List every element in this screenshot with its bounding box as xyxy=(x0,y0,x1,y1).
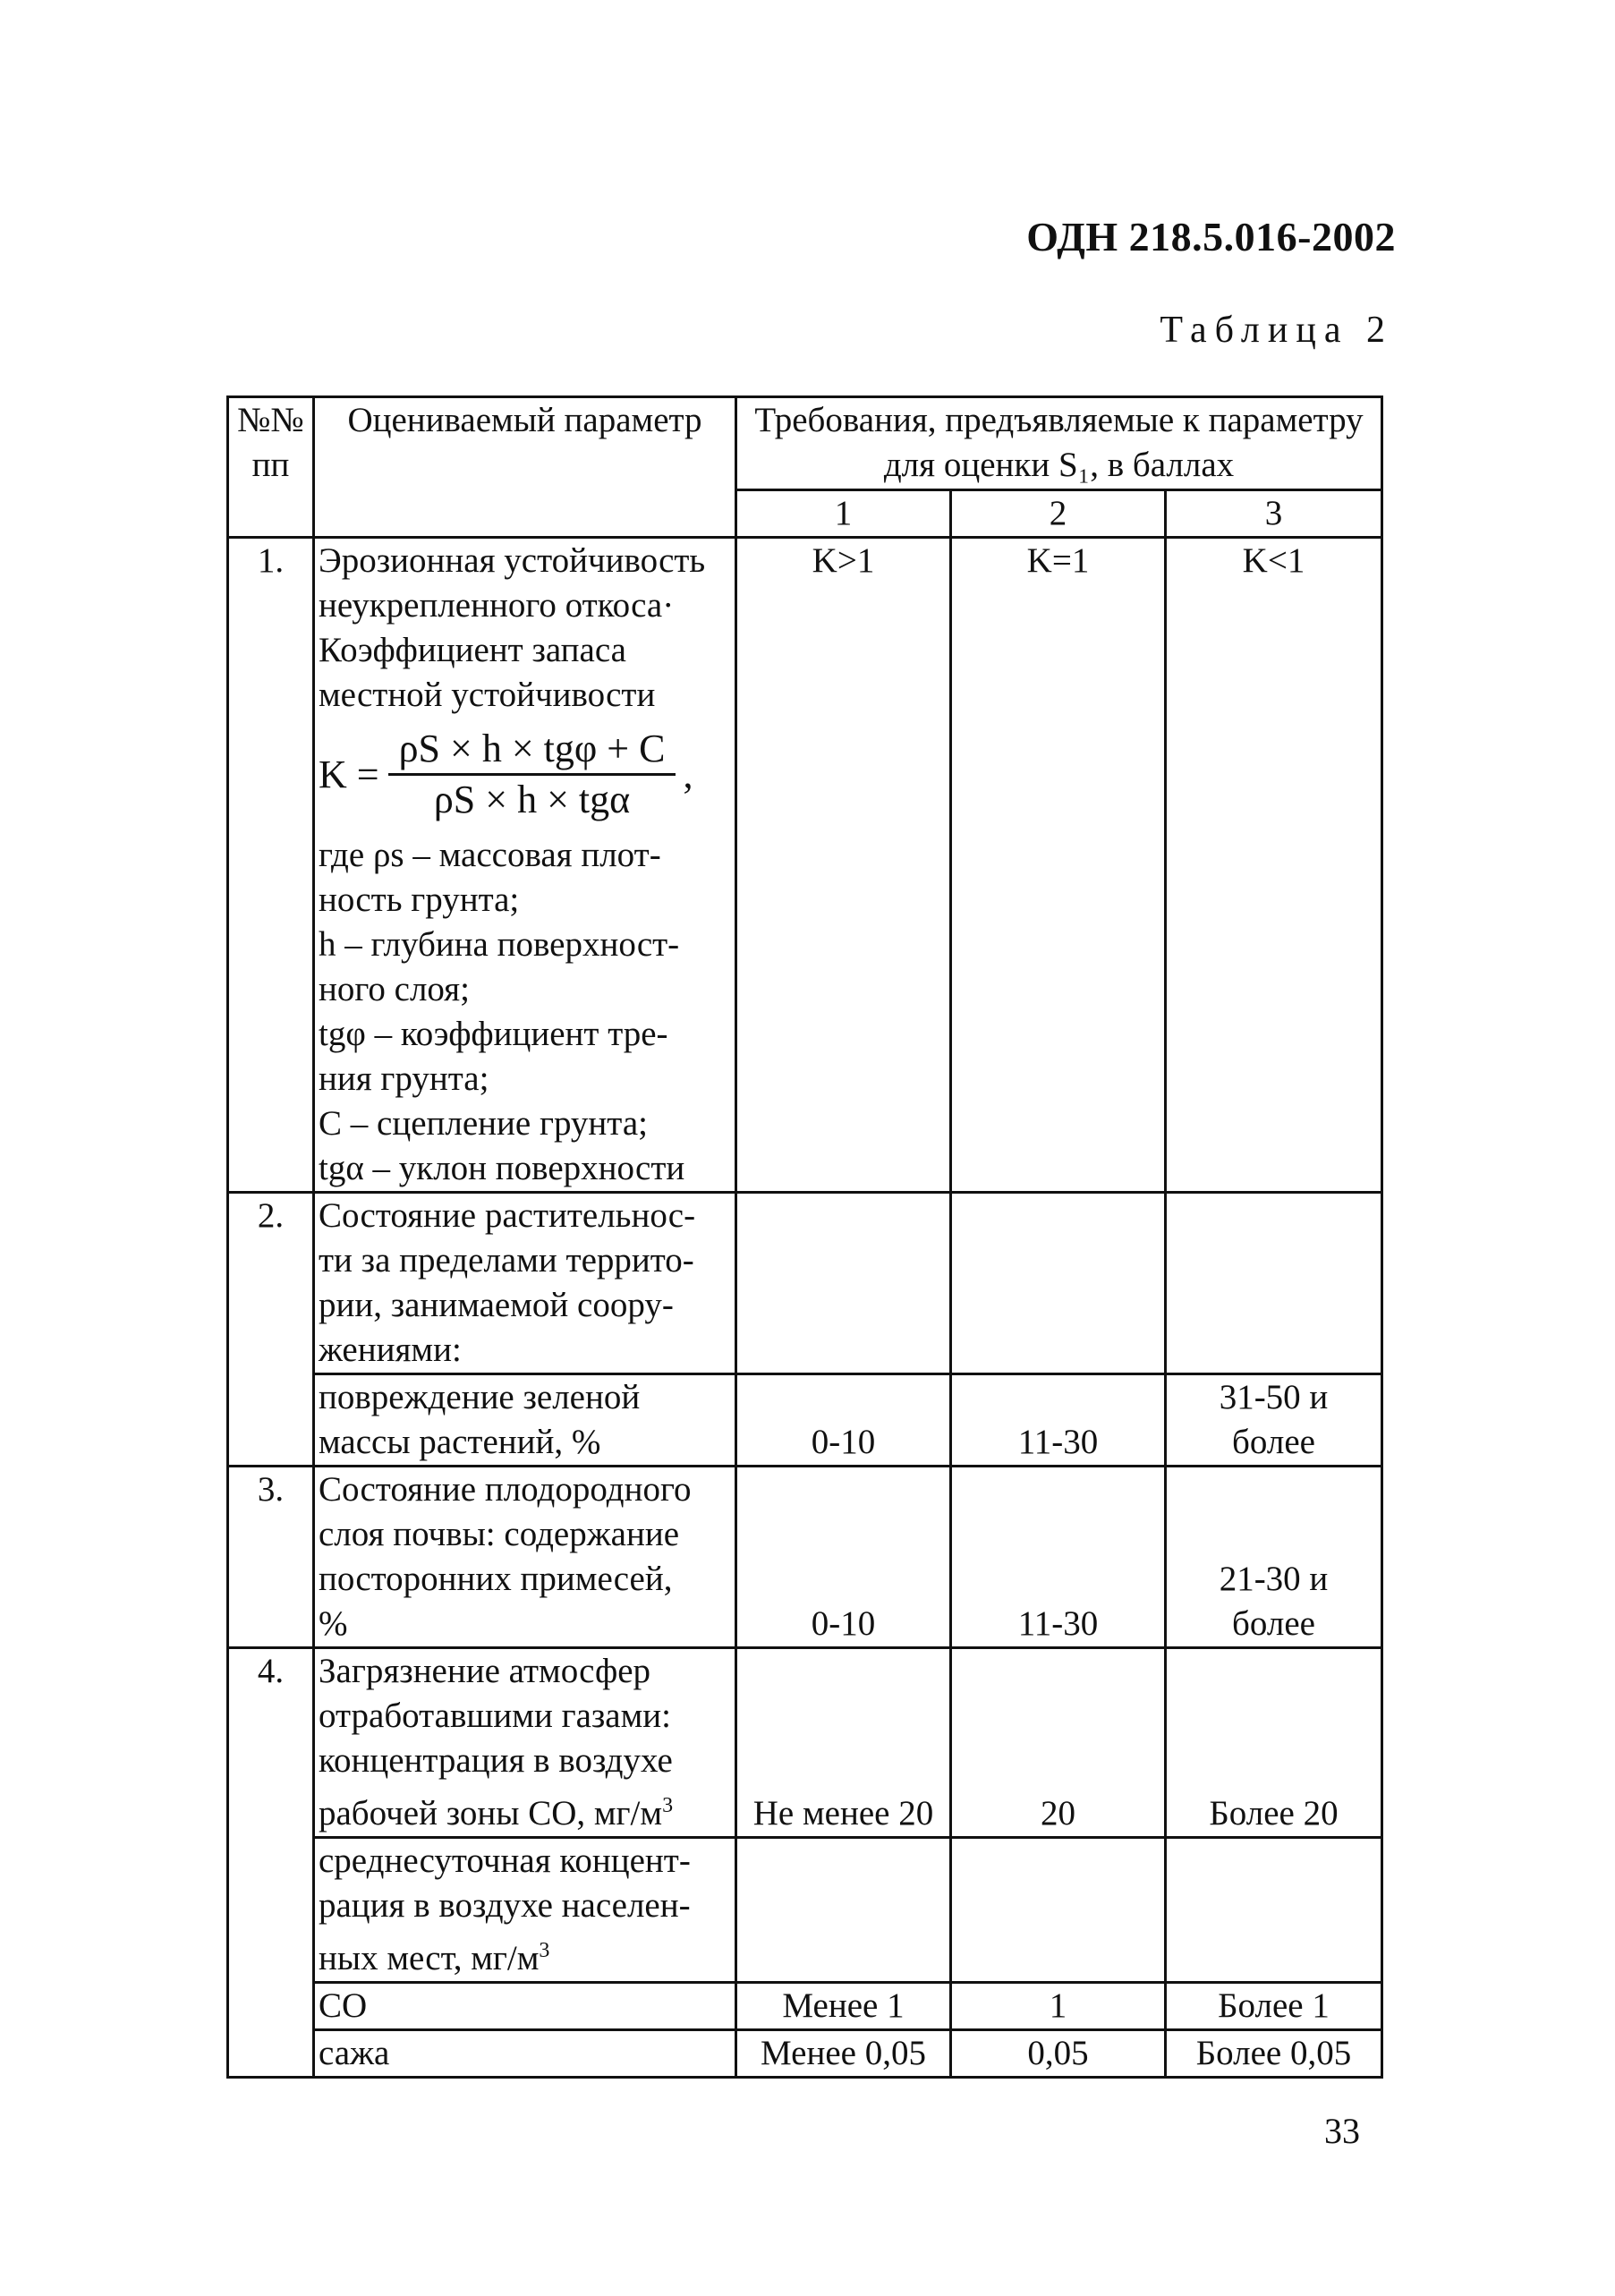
value-score-1: 0-10 xyxy=(736,1467,951,1648)
param-text: ных мест, мг/м xyxy=(319,1939,540,1977)
formula-lhs: K = xyxy=(319,752,379,796)
page-number: 33 xyxy=(1324,2111,1360,2151)
formula-numerator: ρS × h × tgφ + C xyxy=(388,725,676,776)
value-line: 31-50 и xyxy=(1219,1378,1329,1416)
formula-denominator: ρS × h × tgα xyxy=(433,778,631,821)
param-line: массы растений, % xyxy=(319,1423,601,1461)
header-requirements: Требования, предъявляемые к параметру для оценки S₁, в баллах xyxy=(736,397,1382,490)
param-line: рии, занимаемой соору- xyxy=(319,1286,674,1324)
formula-fraction xyxy=(388,725,676,824)
value-line: 21-30 и xyxy=(1219,1560,1329,1598)
value-line: более xyxy=(1232,1604,1315,1643)
value-score-1: Не менее 20 xyxy=(736,1648,951,1838)
value-line: более xyxy=(1232,1423,1315,1461)
value-score-1: K>1 xyxy=(736,538,951,1193)
param-line: % xyxy=(319,1604,348,1643)
table-subrow xyxy=(228,1983,1382,2030)
param-line xyxy=(319,1783,731,1836)
parameter-cell xyxy=(314,1648,736,1838)
param-line: Загрязнение атмосфер xyxy=(319,1652,651,1690)
header-num: №№ пп xyxy=(228,397,314,538)
value-score-2: 11-30 xyxy=(951,1467,1166,1648)
row-number: 1. xyxy=(228,538,314,1193)
parameter-cell: сажа xyxy=(314,2030,736,2078)
document-code: ОДН 218.5.016-2002 xyxy=(1026,214,1396,259)
empty-cell xyxy=(1166,1838,1382,1983)
definition-line: C – сцепление грунта; xyxy=(319,1104,648,1143)
empty-cell xyxy=(736,1193,951,1374)
value-score-3: Более 20 xyxy=(1166,1648,1382,1838)
requirements-table xyxy=(226,395,1383,2079)
table-row xyxy=(228,1648,1382,1838)
row-number: 2. xyxy=(228,1193,314,1467)
param-line: Состояние плодородного xyxy=(319,1470,692,1509)
definition-line: ния грунта; xyxy=(319,1059,489,1098)
param-line: отработавшими газами: xyxy=(319,1696,671,1735)
value-score-2: 11-30 xyxy=(951,1374,1166,1467)
empty-cell xyxy=(736,1838,951,1983)
definition-line: h – глубина поверхност- xyxy=(319,925,680,964)
param-line: концентрация в воздухе xyxy=(319,1741,673,1780)
value-score-3 xyxy=(1166,1374,1382,1467)
table-row xyxy=(228,538,1382,1193)
param-line: Эрозионная устойчивость xyxy=(319,541,706,580)
param-line: рация в воздухе населен- xyxy=(319,1886,691,1925)
value-score-2: 0,05 xyxy=(951,2030,1166,2078)
parameter-cell: СО xyxy=(314,1983,736,2030)
empty-cell xyxy=(951,1838,1166,1983)
value-score-3 xyxy=(1166,1467,1382,1648)
empty-cell xyxy=(1166,1193,1382,1374)
value-score-1: Менее 1 xyxy=(736,1983,951,2030)
value-score-2: K=1 xyxy=(951,538,1166,1193)
param-line: местной устойчивости xyxy=(319,676,656,714)
param-line xyxy=(319,1928,731,1981)
table-row xyxy=(228,1467,1382,1648)
table-subrow xyxy=(228,1838,1382,1983)
param-line: посторонних примесей, xyxy=(319,1560,673,1598)
param-line: среднесуточная концент- xyxy=(319,1841,691,1880)
definition-line: ного слоя; xyxy=(319,970,470,1008)
parameter-cell xyxy=(314,1838,736,1983)
param-line: слоя почвы: содержание xyxy=(319,1515,680,1553)
table-subrow xyxy=(228,1374,1382,1467)
value-score-3: Более 1 xyxy=(1166,1983,1382,2030)
value-score-2: 1 xyxy=(951,1983,1166,2030)
value-score-2: 20 xyxy=(951,1648,1166,1838)
row-number: 4. xyxy=(228,1648,314,2078)
stability-formula xyxy=(319,725,731,824)
score-3: 3 xyxy=(1166,490,1382,538)
value-score-3: K<1 xyxy=(1166,538,1382,1193)
score-1: 1 xyxy=(736,490,951,538)
definition-line: tgα – уклон поверхности xyxy=(319,1149,685,1187)
table-caption: Таблица 2 xyxy=(1160,310,1393,351)
score-2: 2 xyxy=(951,490,1166,538)
param-line: Состояние растительнос- xyxy=(319,1196,696,1235)
table-row xyxy=(228,1193,1382,1374)
param-line: повреждение зеленой xyxy=(319,1378,641,1416)
formula-comma: , xyxy=(683,753,693,796)
parameter-cell xyxy=(314,1374,736,1467)
parameter-cell xyxy=(314,538,736,1193)
unit-superscript: 3 xyxy=(662,1794,674,1817)
param-text: рабочей зоны СО, мг/м xyxy=(319,1794,663,1833)
table-subrow xyxy=(228,2030,1382,2078)
header-param: Оцениваемый параметр xyxy=(314,397,736,538)
definition-line: где ρs – массовая плот- xyxy=(319,836,661,874)
value-score-1: 0-10 xyxy=(736,1374,951,1467)
table-header-row xyxy=(228,397,1382,490)
param-line: неукрепленного откоса· xyxy=(319,586,675,625)
param-line: жениями: xyxy=(319,1331,462,1369)
param-line: ти за пределами террито- xyxy=(319,1241,694,1280)
unit-superscript: 3 xyxy=(539,1939,550,1962)
definition-line: tgφ – коэффициент тре- xyxy=(319,1015,668,1053)
definition-line: ность грунта; xyxy=(319,880,520,919)
empty-cell xyxy=(951,1193,1166,1374)
parameter-cell xyxy=(314,1467,736,1648)
param-line: Коэффициент запаса xyxy=(319,631,626,669)
parameter-cell xyxy=(314,1193,736,1374)
value-score-3: Более 0,05 xyxy=(1166,2030,1382,2078)
row-number: 3. xyxy=(228,1467,314,1648)
value-score-1: Менее 0,05 xyxy=(736,2030,951,2078)
